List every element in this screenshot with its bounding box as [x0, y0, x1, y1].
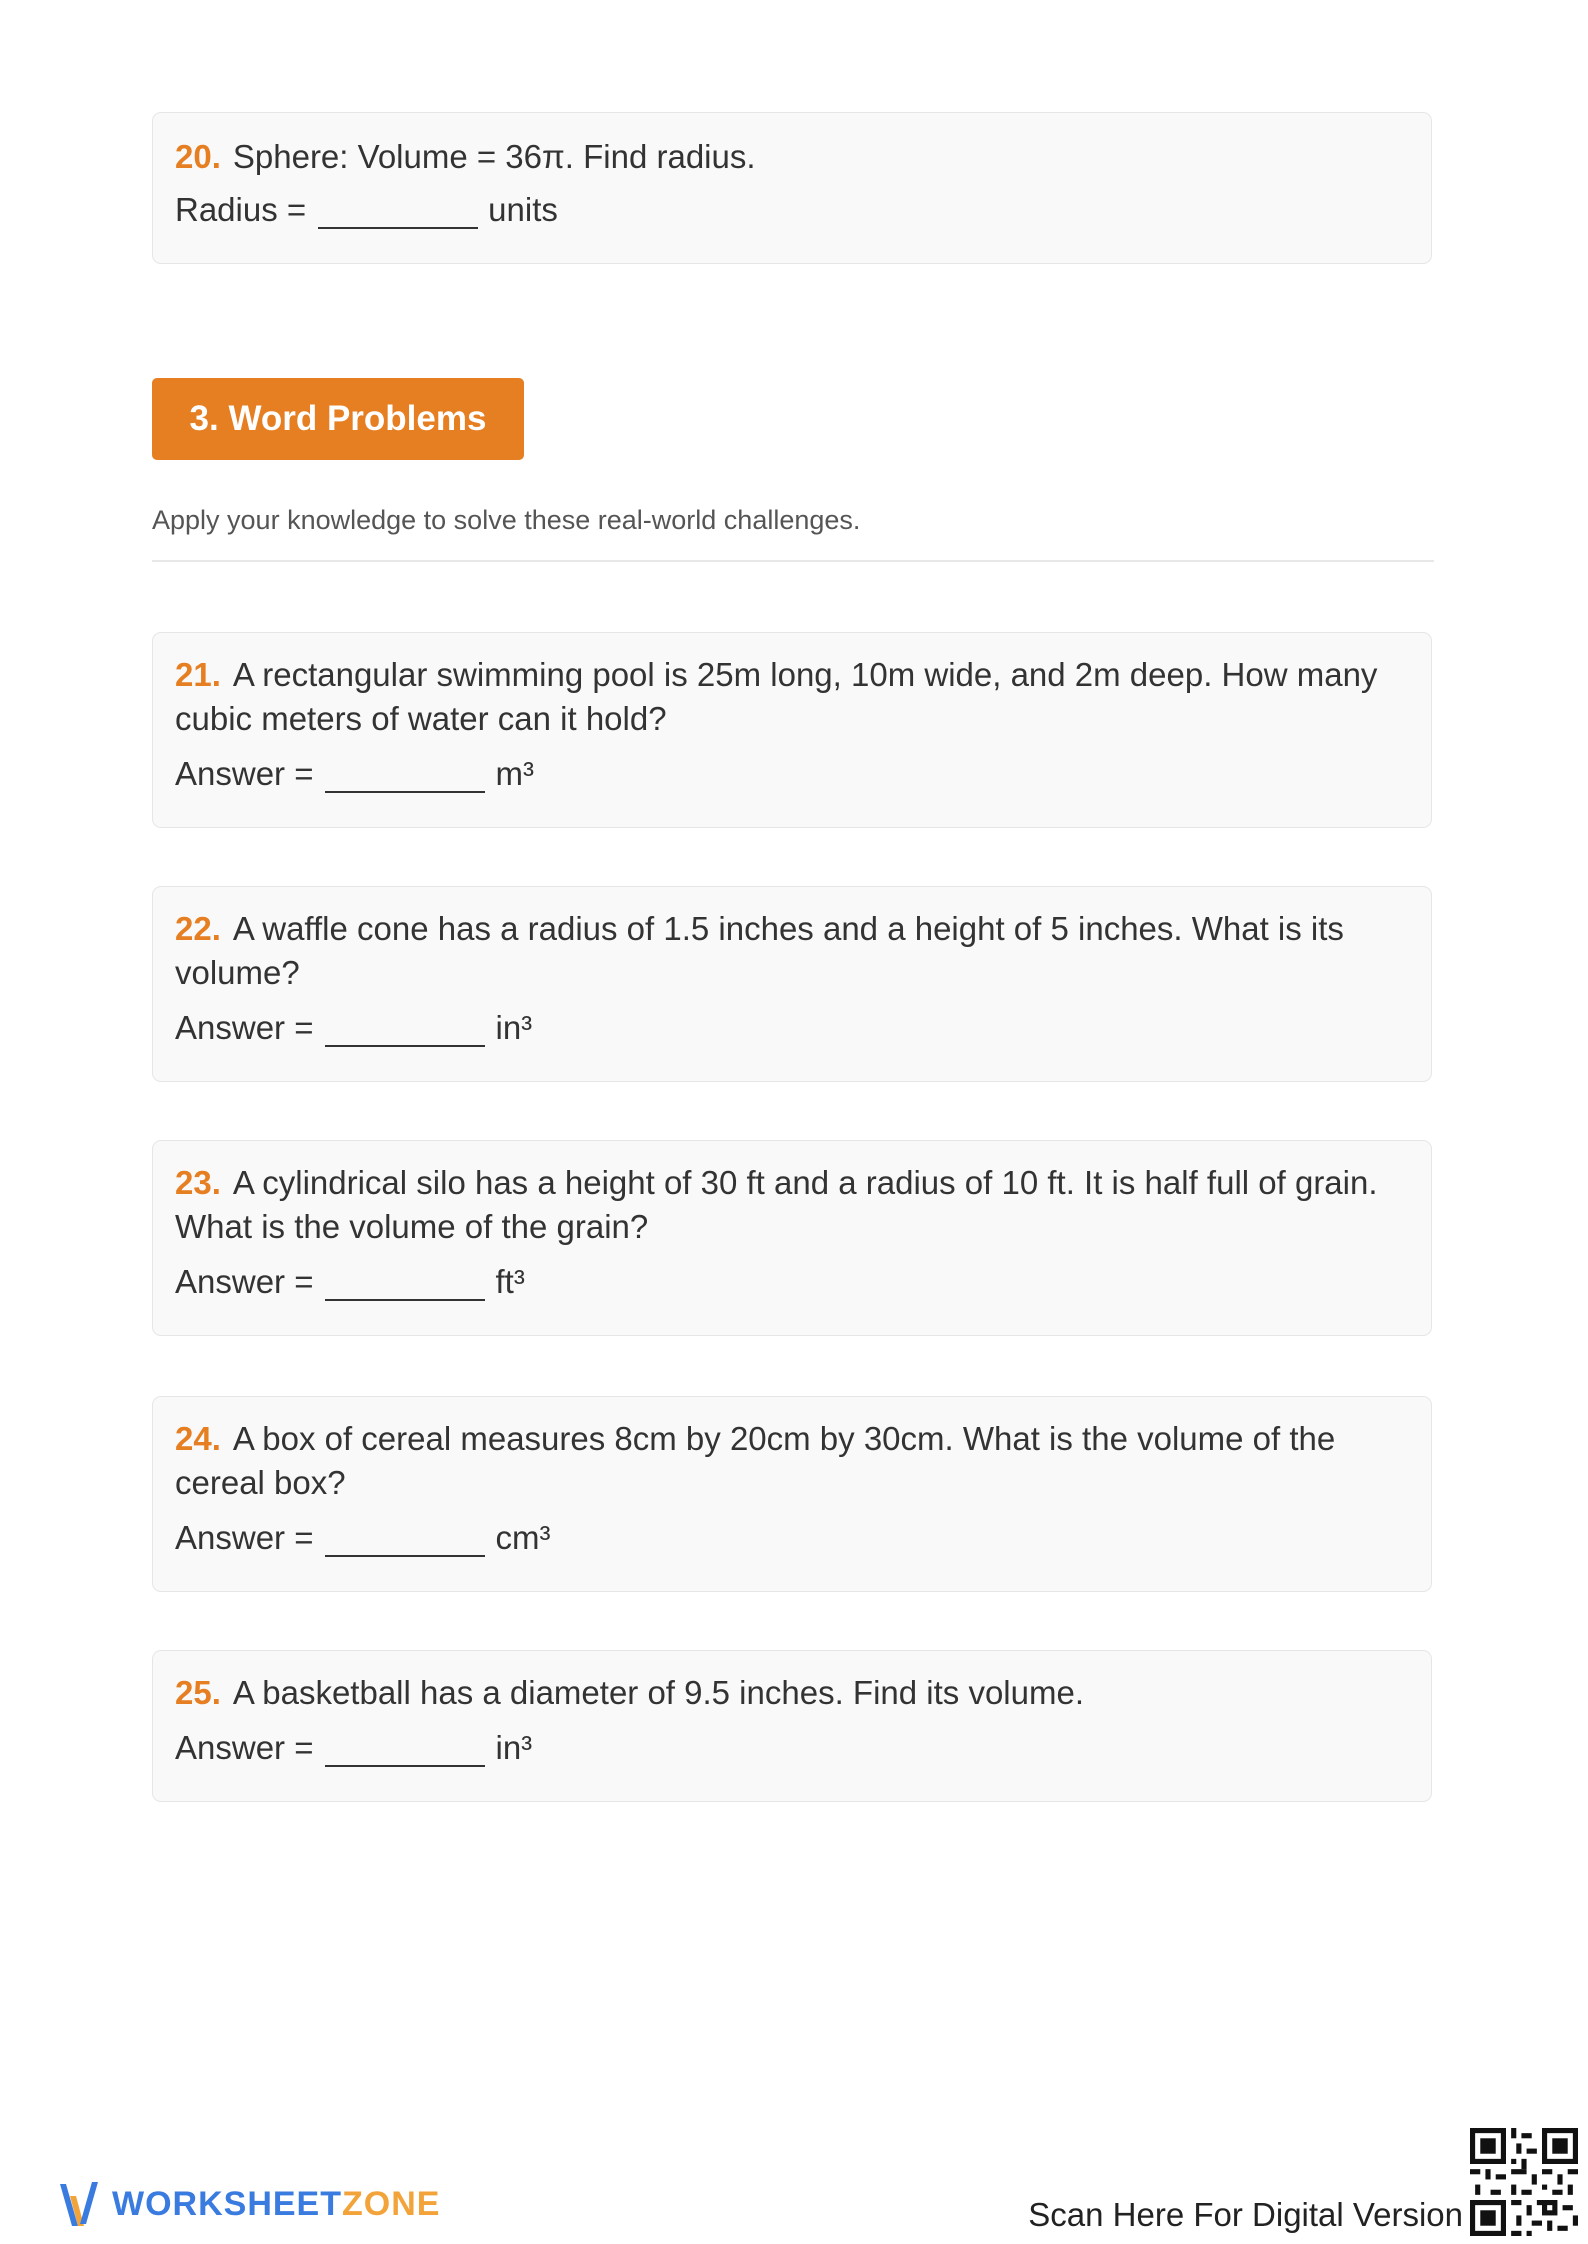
question-card-22 [152, 886, 1432, 1082]
answer-unit: ft³ [495, 1263, 525, 1300]
question-prompt: A basketball has a diameter of 9.5 inches. Find its volume. [232, 1674, 1084, 1711]
question-text [175, 1161, 1409, 1249]
answer-label: Answer = [175, 1519, 314, 1556]
question-number: 24. [175, 1420, 221, 1457]
answer-label: Answer = [175, 1263, 314, 1300]
answer-unit: cm³ [495, 1519, 551, 1556]
question-card-23 [152, 1140, 1432, 1336]
brand-name-part-1: WORKSHEET [112, 2184, 342, 2223]
answer-row [175, 191, 1409, 229]
answer-row [175, 755, 1409, 793]
question-text [175, 1671, 1409, 1715]
qr-code-icon[interactable] [1470, 2128, 1578, 2236]
question-text [175, 135, 1409, 179]
answer-blank[interactable] [325, 1269, 485, 1301]
answer-label: Answer = [175, 1729, 314, 1766]
answer-blank[interactable] [325, 1015, 485, 1047]
section-header: 3. Word Problems [152, 378, 524, 460]
brand-name [112, 2185, 440, 2224]
answer-blank[interactable] [325, 1525, 485, 1557]
question-number: 22. [175, 910, 221, 947]
question-card-24 [152, 1396, 1432, 1592]
question-prompt: A rectangular swimming pool is 25m long, 10m wide, and 2m deep. How many cubic meters of water can it hold? [175, 656, 1378, 737]
brand-logo [58, 2176, 440, 2232]
question-prompt: A cylindrical silo has a height of 30 ft and a radius of 10 ft. It is half full of grain. What is the volume of the grain? [175, 1164, 1378, 1245]
answer-row [175, 1009, 1409, 1047]
answer-unit: units [488, 191, 558, 228]
answer-blank[interactable] [318, 197, 478, 229]
worksheetzone-logo-icon [58, 2176, 98, 2232]
divider [152, 560, 1434, 562]
question-text [175, 907, 1409, 995]
question-number: 25. [175, 1674, 221, 1711]
brand-name-part-2: ZONE [342, 2184, 441, 2223]
question-number: 21. [175, 656, 221, 693]
question-text [175, 653, 1409, 741]
answer-label: Answer = [175, 755, 314, 792]
answer-row [175, 1263, 1409, 1301]
answer-unit: in³ [495, 1729, 533, 1766]
answer-row [175, 1729, 1409, 1767]
question-card-20 [152, 112, 1432, 264]
question-card-21 [152, 632, 1432, 828]
answer-unit: in³ [495, 1009, 533, 1046]
answer-unit: m³ [495, 755, 534, 792]
question-number: 23. [175, 1164, 221, 1201]
question-text [175, 1417, 1409, 1505]
answer-blank[interactable] [325, 761, 485, 793]
question-number: 20. [175, 138, 221, 175]
answer-label: Answer = [175, 1009, 314, 1046]
question-prompt: Sphere: Volume = 36π. Find radius. [232, 138, 756, 175]
question-card-25 [152, 1650, 1432, 1802]
section-subtitle: Apply your knowledge to solve these real-world challenges. [152, 505, 861, 535]
answer-blank[interactable] [325, 1735, 485, 1767]
question-prompt: A waffle cone has a radius of 1.5 inches and a height of 5 inches. What is its volume? [175, 910, 1344, 991]
answer-row [175, 1519, 1409, 1557]
scan-caption: Scan Here For Digital Version [1028, 2196, 1463, 2233]
question-prompt: A box of cereal measures 8cm by 20cm by 30cm. What is the volume of the cereal box? [175, 1420, 1336, 1501]
answer-label: Radius = [175, 191, 307, 228]
